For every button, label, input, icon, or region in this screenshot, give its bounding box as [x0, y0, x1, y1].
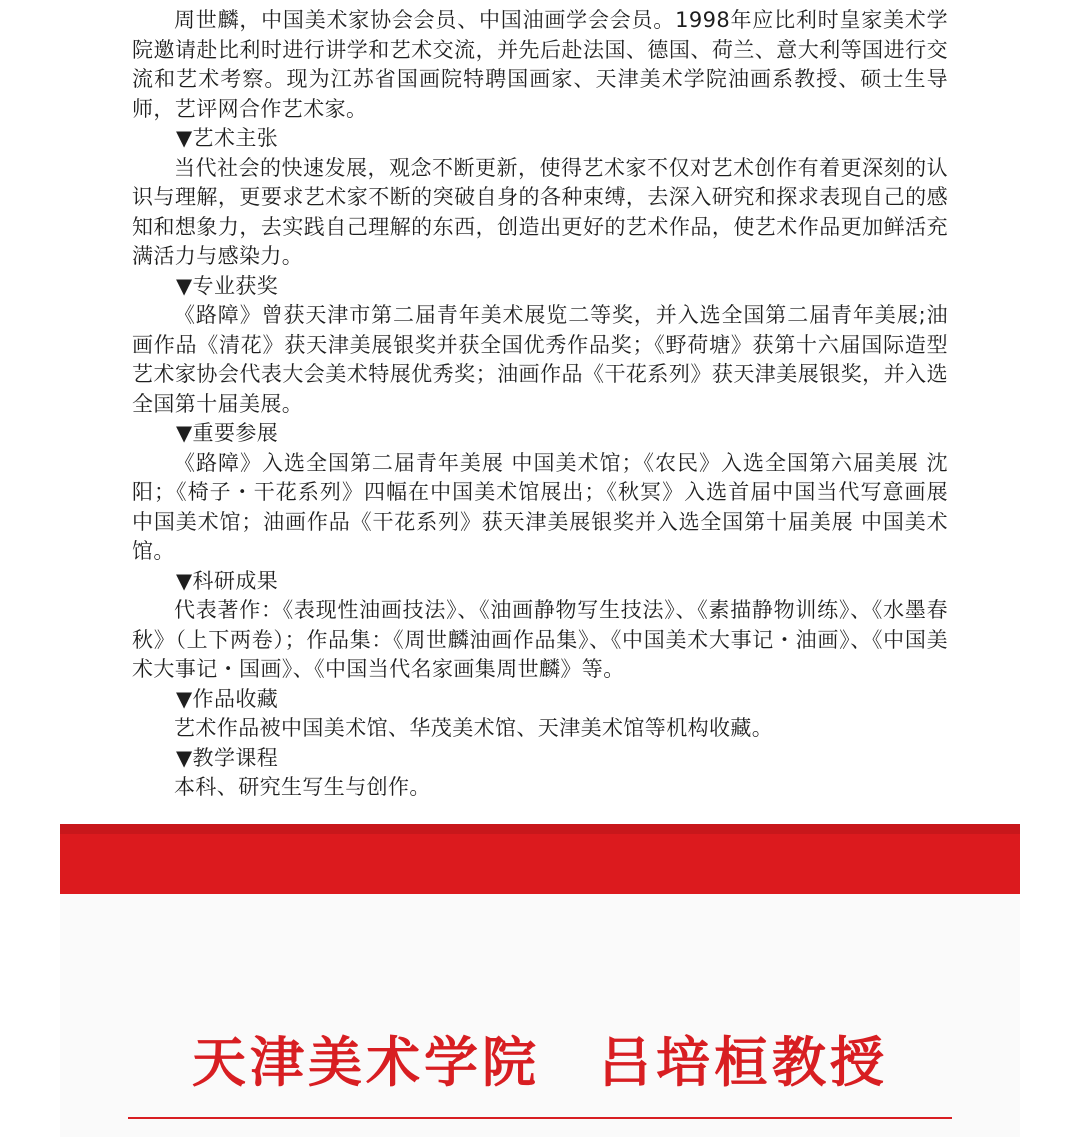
section-heading-research: ▼科研成果 [176, 568, 279, 593]
section-body-courses: 本科、研究生写生与创作。 [174, 775, 431, 799]
section-body-collections: 艺术作品被中国美术馆、华茂美术馆、天津美术馆等机构收藏。 [174, 716, 774, 740]
section-body-exhibitions: 《路障》入选全国第二届青年美展 中国美术馆；《农民》入选全国第六届美展 沈阳；《椅子・干花系列》四幅在中国美术馆展出；《秋冥》入选首届中国当代写意画展 中国美术馆；油画作品《干花系列》获天津美展银奖并入选全国第十届美展 中国美术馆。 [132, 450, 948, 563]
next-profile-title: 天津美术学院 吕培桓教授 [192, 1031, 888, 1094]
section-heading-art-philosophy: ▼艺术主张 [176, 126, 279, 150]
next-profile-panel [60, 894, 1020, 1137]
section-body-art-philosophy: 当代社会的快速发展，观念不断更新，使得艺术家不仅对艺术创作有着更深刻的认识与理解，更要求艺术家不断的突破自身的各种束缚，去深入研究和探求表现自己的感知和想象力，去实践自己理解的东西，创造出更好的艺术作品，使艺术作品更加鲜活充满活力与感染力。 [132, 155, 948, 268]
section-heading-exhibitions: ▼重要参展 [176, 421, 279, 445]
section-heading-collections: ▼作品收藏 [176, 686, 279, 711]
section-heading-courses: ▼教学课程 [176, 745, 279, 770]
title-underline-rule [128, 1117, 952, 1119]
artist-bio-article [132, 6, 948, 803]
bio-intro-paragraph: 周世麟，中国美术家协会会员、中国油画学会会员。1998年应比利时皇家美术学院邀请赴比利时进行讲学和艺术交流，并先后赴法国、德国、荷兰、意大利等国进行交流和艺术考察。现为江苏省国画院特聘国画家、天津美术学院油画系教授、硕士生导师，艺评网合作艺术家。 [132, 8, 948, 121]
section-body-research: 代表著作：《表现性油画技法》、《油画静物写生技法》、《素描静物训练》、《水墨春秋》（上下两卷）；作品集：《周世麟油画作品集》、《中国美术大事记・油画》、《中国美术大事记・国画》、《中国当代名家画集周世麟》等。 [132, 598, 948, 681]
section-heading-awards: ▼专业获奖 [176, 273, 279, 298]
section-body-awards: 《路障》曾获天津市第二届青年美术展览二等奖，并入选全国第二届青年美展;油画作品《清花》获天津美展银奖并获全国优秀作品奖；《野荷塘》获第十六届国际造型艺术家协会代表大会美术特展优秀奖；油画作品《干花系列》获天津美展银奖，并入选全国第十届美展。 [132, 303, 948, 416]
red-divider-band [60, 824, 1020, 894]
